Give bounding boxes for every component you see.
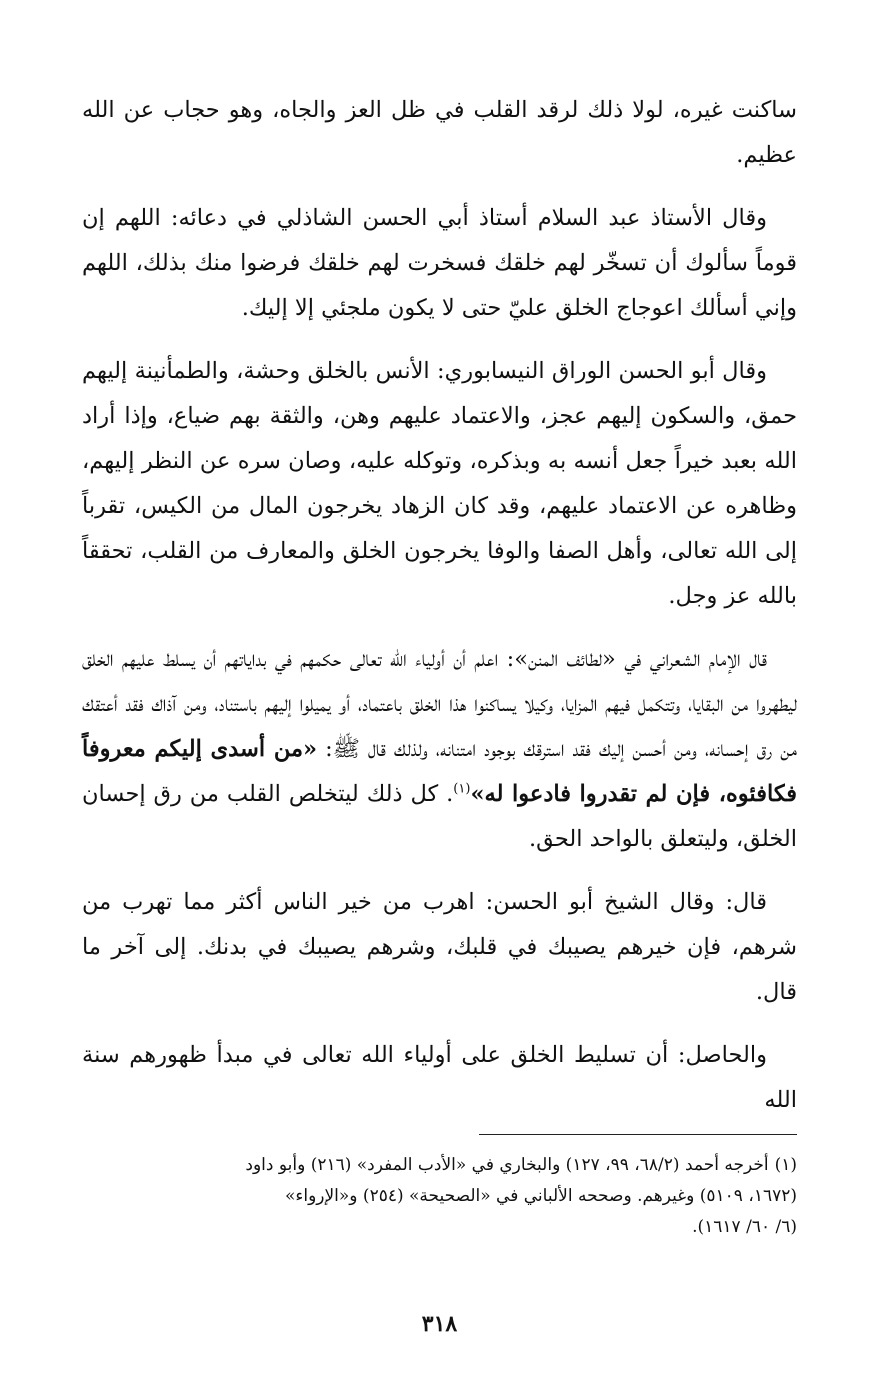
main-text <box>82 88 797 1141</box>
footnote-number: (١) <box>774 1155 797 1175</box>
paragraph-4 <box>82 637 797 862</box>
paragraph-5: قال: وقال الشيخ أبو الحسن: اهرب من خير الناس أكثر مما تهرب من شرهم، فإن خيرهم يصيبك في قلبك، وشرهم يصيبك في بدنك. إلى آخر ما قال. <box>82 889 797 1005</box>
footnotes <box>82 1150 797 1243</box>
paragraph-2: وقال الأستاذ عبد السلام أستاذ أبي الحسن الشاذلي في دعائه: اللهم إن قوماً سألوك أن تسخّر لهم خلقك فسخرت لهم خلقك فرضوا منك بذلك، اللهم وإني أسألك اعوجاج الخلق عليّ حتى لا يكون ملجئي إلا إليك. <box>82 205 797 321</box>
paragraph-3: وقال أبو الحسن الوراق النيسابوري: الأنس بالخلق وحشة، والطمأنينة إليهم حمق، والسكون إليهم عجز، والاعتماد عليهم وهن، والثقة بهم ضياع، وإذا أراد الله بعبد خيراً جعل أنسه به وبذكره، وتوكله عليه، وصان سره عن النظر إليهم، وظاهره عن الاعتماد عليهم، وقد كان الزهاد يخرجون المال من الكيس، تقرباً إلى الله تعالى، وأهل الصفا والوفا يخرجون الخلق والمعارف من القلب، تحققاً بالله عز وجل. <box>82 358 797 609</box>
footnote-line-1 <box>82 1150 797 1181</box>
page-number: ٣١٨ <box>421 1311 458 1337</box>
paragraph-4-ending: . كل ذلك ليتخلص القلب من رق إحسان الخلق، وليتعلق بالواحد الحق. <box>82 781 797 852</box>
paragraph-6: والحاصل: أن تسليط الخلق على أولياء الله تعالى في مبدأ ظهورهم سنة الله <box>82 1042 797 1113</box>
paragraph-1: ساكنت غيره، لولا ذلك لرقد القلب في ظل العز والجاه، وهو حجاب عن الله عظيم. <box>82 97 797 168</box>
footnote-line-3: (٦/ ٦٠/ ١٦١٧). <box>692 1217 797 1237</box>
footnote-text: أخرجه أحمد (٦٨/٢، ٩٩، ١٢٧) والبخاري في «الأدب المفرد» (٢١٦) وأبو داود <box>245 1155 769 1175</box>
paragraph-4-intro: قال الإمام الشعراني في «لطائف المنن»: اعلم أن أولياء الله تعالى حكمهم في بداياتهم أن يسلط عليهم الخلق ليطهروا من البقايا، وتتكمل فيهم المزايا، وكيلا يساكنوا هذا الخلق باعتماد، أو يميلوا إليهم باستناد، ومن آذاك فقد أعتقك من رق إحسانه، ومن أحسن إليك فقد استرقك بوجود امتنانه، ولذلك قال ﷺ: <box>82 646 797 762</box>
footnote-ref: (١) <box>453 781 471 797</box>
footnote-separator <box>479 1134 797 1135</box>
footnote-line-2: (١٦٧٢، ٥١٠٩) وغيرهم. وصححه الألباني في «الصحيحة» (٢٥٤) و«الإرواء» <box>284 1186 797 1206</box>
hadith-quote: «من أسدى إليكم معروفاً فكافئوه، فإن لم تقدروا فادعوا له» <box>82 736 798 807</box>
